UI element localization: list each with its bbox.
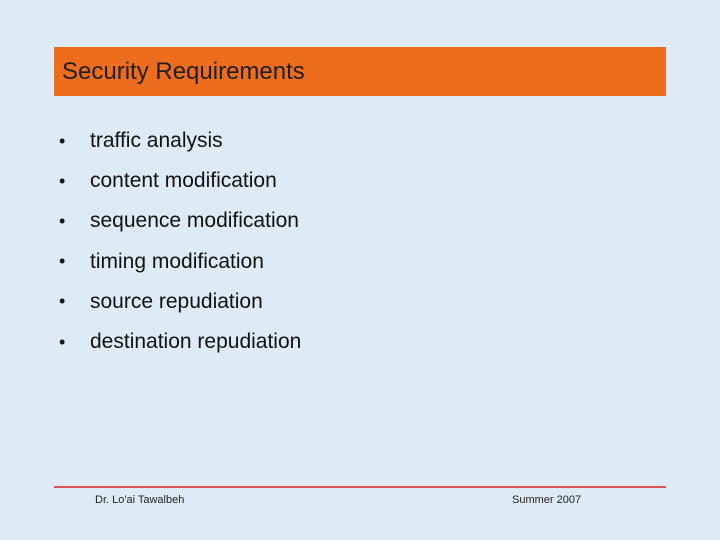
bullet-text: source repudiation [90,289,263,313]
bullet-marker: • [59,251,66,272]
footer-date: Summer 2007 [512,494,582,506]
bullet-item [58,161,301,201]
slide-title: Security Requirements [62,57,305,85]
bullet-list [58,121,301,362]
bullet-item [58,201,301,241]
bullet-item [58,121,301,161]
bullet-text: timing modification [90,249,264,273]
bullet-item [58,322,301,362]
bullet-marker: • [59,170,66,191]
bullet-marker: • [59,291,66,312]
bullet-item [58,242,301,282]
title-bar [54,47,666,96]
footer-author: Dr. Lo'ai Tawalbeh [95,494,185,506]
bullet-text: sequence modification [90,209,299,233]
bullet-item [58,282,301,322]
bullet-text: traffic analysis [90,129,223,153]
bullet-text: content modification [90,169,277,193]
bullet-text: destination repudiation [90,330,302,354]
bullet-marker: • [59,331,66,352]
bullet-marker: • [59,210,66,231]
footer-divider [54,486,666,488]
bullet-marker: • [59,130,66,151]
